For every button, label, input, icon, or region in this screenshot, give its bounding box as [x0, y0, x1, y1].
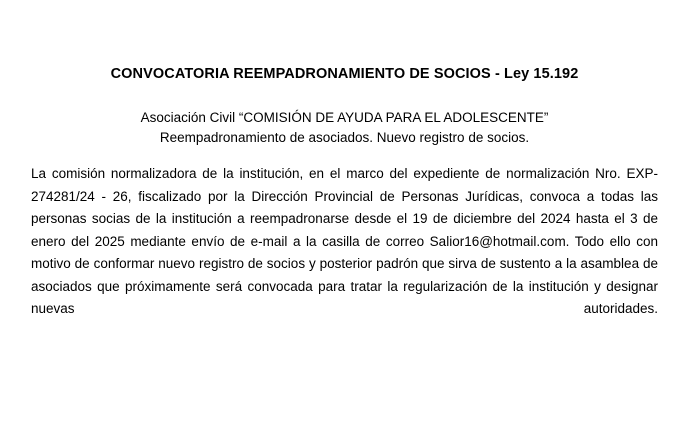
document-subtitle: [0, 108, 689, 148]
subtitle-line-association: Asociación Civil “COMISIÓN DE AYUDA PARA EL ADOLESCENTE”: [140, 110, 549, 125]
body-paragraph: La comisión normalizadora de la institución, en el marco del expediente de normalización Nro. EXP-274281/24 - 26, fiscalizado por la Dirección Provincial de Personas Jurídicas, convoca a todas las personas socias de la institución a reempadronarse desde el 19 de diciembre del 2024 hasta el 3 de enero del 2025 mediante envío de e-mail a la casilla de correo Salior16@hotmail.com. Todo ello con motivo de conformar nuevo registro de socios y posterior padrón que sirva de sustento a la asamblea de asociados que próximamente será convocada para tratar la regularización de la institución y designar nuevas autoridades.: [31, 166, 658, 316]
page-title: CONVOCATORIA REEMPADRONAMIENTO DE SOCIOS - Ley 15.192: [110, 66, 579, 82]
document-body: [31, 163, 658, 343]
subtitle-line-purpose: Reempadronamiento de asociados. Nuevo registro de socios.: [159, 130, 530, 145]
